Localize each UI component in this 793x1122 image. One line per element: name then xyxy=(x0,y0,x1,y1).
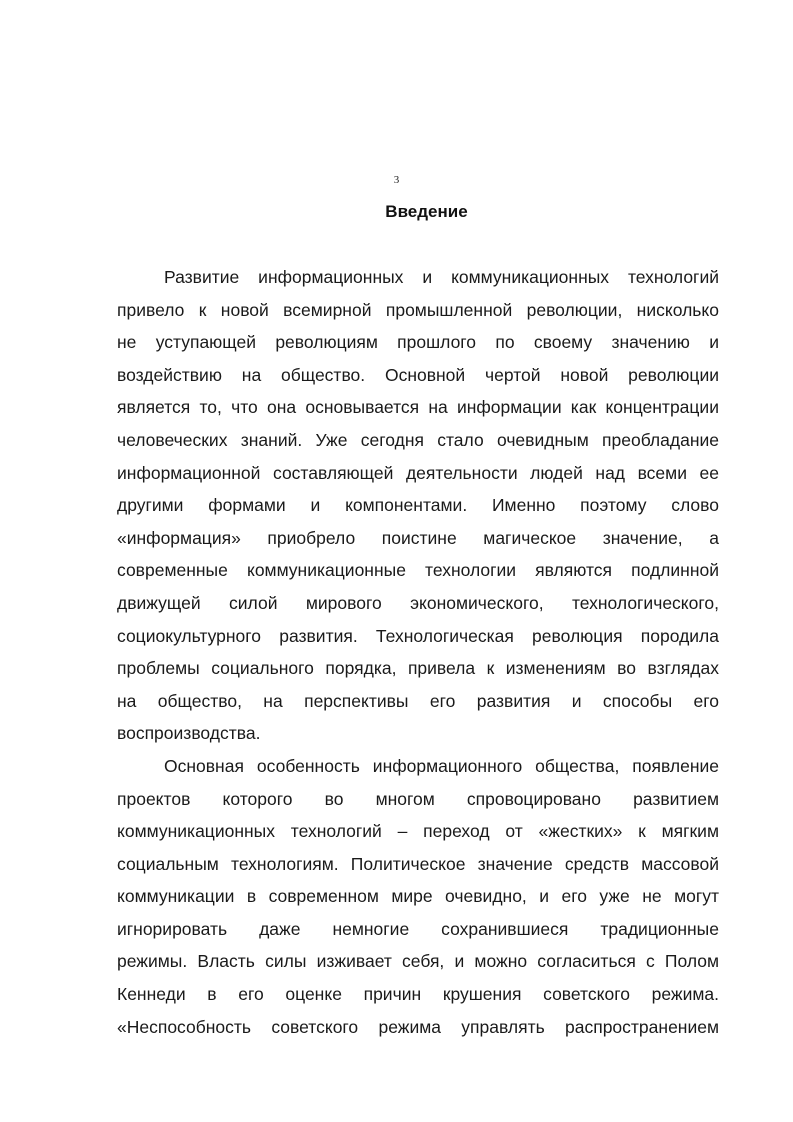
text-line: проблемы социального порядка, привела к изменениям во взглядах xyxy=(117,658,719,679)
text-line: «информация» приобрело поистине магическое значение, а xyxy=(117,527,719,548)
text-line: воздействию на общество. Основной чертой новой революции xyxy=(117,364,719,385)
text-line: не уступающей революциям прошлого по своему значению и xyxy=(117,332,719,353)
text-line: информационной составляющей деятельности людей над всеми ее xyxy=(117,462,719,483)
text-line: привело к новой всемирной промышленной революции, нисколько xyxy=(117,299,719,320)
section-heading: Введение xyxy=(385,202,468,221)
text-line: Кеннеди в его оценке причин крушения советского режима. xyxy=(117,984,719,1005)
paragraph-2 xyxy=(117,750,719,1043)
page-number: 3 xyxy=(393,174,400,186)
text-line: Развитие информационных и коммуникационных технологий xyxy=(164,267,719,287)
text-line: современные коммуникационные технологии являются подлинной xyxy=(117,560,719,581)
text-line: на общество, на перспективы его развития и способы его xyxy=(117,690,719,711)
text-line: Основная особенность информационного общества, появление xyxy=(164,755,719,776)
text-line: является то, что она основывается на информации как концентрации xyxy=(117,397,719,418)
text-line: «Неспособность советского режима управлять распространением xyxy=(117,1016,719,1037)
text-line: коммуникации в современном мире очевидно, и его уже не могут xyxy=(117,886,719,907)
text-line: режимы. Власть силы изживает себя, и можно согласиться с Полом xyxy=(117,951,719,972)
body-text xyxy=(117,261,719,1043)
text-line: игнорировать даже немногие сохранившиеся традиционные xyxy=(117,918,719,939)
text-line: воспроизводства. xyxy=(117,723,261,744)
text-line: проектов которого во многом спровоцировано развитием xyxy=(117,788,719,809)
text-line: социальным технологиям. Политическое значение средств массовой xyxy=(117,853,719,874)
text-line: коммуникационных технологий – переход от «жестких» к мягким xyxy=(117,821,719,842)
text-line: другими формами и компонентами. Именно поэтому слово xyxy=(117,495,719,516)
paragraph-1 xyxy=(117,261,719,750)
text-line: социокультурного развития. Технологическая революция породила xyxy=(117,625,719,646)
text-line: человеческих знаний. Уже сегодня стало очевидным преобладание xyxy=(117,429,719,450)
text-line: движущей силой мирового экономического, технологического, xyxy=(117,592,719,613)
